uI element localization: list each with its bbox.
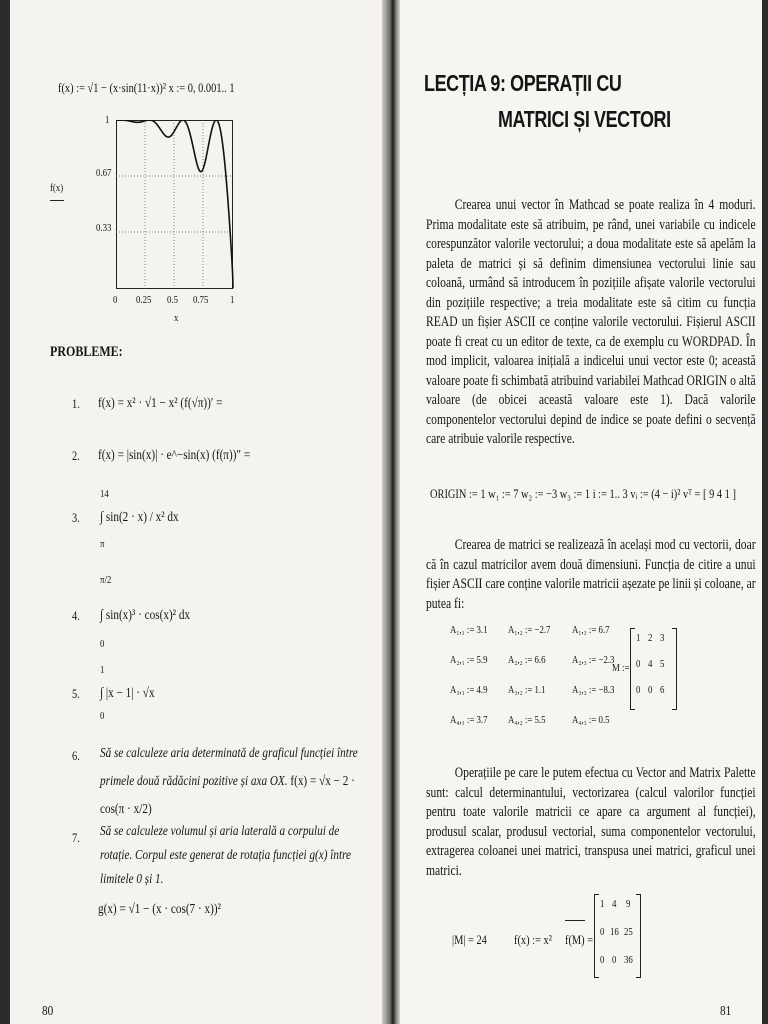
fm-cell: 1	[600, 898, 605, 910]
fm-cell: 9	[626, 898, 631, 910]
problem-4-formula: ∫ sin(x)³ · cos(x)² dx	[100, 608, 191, 623]
palette-paragraph-text: Operațiile pe care le putem efectua cu Vector and Matrix Palette sunt: calcul determinantului, vectorizarea (calcul valorilor funcției pentru toate valorile matricii ce apare ca argument al funcției), produsul scalar, produsul vectorial, suma componentelor vectorului, extragerea coloanei unei matrici, transpusa unei matrici, graficul unei matrici.	[426, 765, 756, 879]
problems-heading: PROBLEME:	[50, 344, 123, 360]
m-cell: 4	[648, 658, 653, 670]
m-cell: 2	[648, 632, 653, 644]
problem-3-number: 3.	[72, 510, 80, 525]
origin-line: ORIGIN := 1 w₁ := 7 w₂ := −3 w₃ := 1 i := 1.. 3 vᵢ := (4 − i)² vᵀ = [ 9 4 1 ]	[430, 486, 736, 501]
problem-7-number: 7.	[72, 830, 80, 845]
palette-paragraph	[426, 764, 756, 881]
fm-label: f(M) =	[565, 932, 594, 947]
problem-1-formula: f(x) = x² · √1 − x² (f(√π))′ =	[98, 396, 223, 411]
fm-right-bracket	[636, 894, 641, 978]
fm-left-bracket	[594, 894, 599, 978]
graph-ylabel: f(x)	[50, 182, 64, 194]
problem-5-number: 5.	[72, 686, 80, 701]
m-cell: 0	[636, 658, 641, 670]
fm-cell: 4	[612, 898, 617, 910]
m-cell: 1	[636, 632, 641, 644]
problem-7-text: Să se calculeze volumul și aria laterală a corpului de rotație. Corpul este generat de rotația funcției g(x) între limitele 0 și 1.	[100, 824, 352, 887]
fx-definition: f(x) := x²	[514, 932, 552, 947]
m-cell: 3	[660, 632, 665, 644]
x-tick-025: 0.25	[136, 294, 152, 306]
intro-paragraph: Crearea unui vector în Mathcad se poate realiza în 4 moduri. Prima modalitate este să atribuim, pe rând, unei variabile cu indicele corespunzător valorile vectorului; a doua modalitate este să apelăm la paleta de matrici și să definim dimensiunea vectorului linie sau coloană, urmând să introducem în pozițiile afișate valorile vectorului din pozițiile respective; a treia modalitate este să citim cu funcția READ un fișier ASCII ce conține valorile vectorului. Fișierul ASCII poate fi creat cu un editor de texte, ca de exemplu cu WORDPAD. În mod implicit, valoarea inițială a indicelui unui vector este 0; această valoare poate fi schimbată atribuind variabilei Mathcad ORIGIN o altă valoare (de obicei această valoare este 1). Dacă valorile componentelor vectorului depind de indice se poate defini o secvență care atribuie valorile respective.	[426, 197, 756, 447]
fm-cell: 36	[624, 954, 633, 966]
problem-5-formula: ∫ |x − 1| · √x	[100, 686, 155, 701]
problem-4-upper: π/2	[100, 574, 112, 586]
y-tick-1: 1	[105, 114, 110, 126]
x-tick-075: 0.75	[193, 294, 209, 306]
problem-5-upper: 1	[100, 664, 105, 676]
m-right-bracket	[672, 628, 677, 710]
m-left-bracket	[630, 628, 635, 710]
m-cell: 5	[660, 658, 665, 670]
function-curve	[116, 120, 233, 288]
problem-1-number: 1.	[72, 396, 80, 411]
problem-6-formula: f(x) = √x − 2 · cos(π · x/2)	[100, 774, 355, 817]
problem-6-number: 6.	[72, 748, 80, 763]
graph-xlabel: x	[174, 312, 179, 324]
y-tick-067: 0.67	[96, 167, 112, 179]
fm-cell: 0	[612, 954, 617, 966]
function-definition: f(x) := √1 − (x·sin(11·x))² x := 0, 0.001.. 1	[58, 80, 235, 95]
book-gutter	[382, 0, 400, 1024]
a11: A₁,₁ := 3.1	[450, 624, 488, 636]
problem-3-upper: 14	[100, 488, 109, 500]
page-number-right: 81	[720, 1004, 732, 1019]
a23: A₂,₃ := −2.3	[572, 654, 615, 666]
matrix-paragraph: Crearea de matrici se realizează în același mod cu vectorii, doar că în cazul matricilor avem două dimensiuni. Funcția de citire a unui fișier ASCII care conține valorile matricii așezate pe linii și coloane, ar putea fi:	[426, 537, 756, 612]
left-page	[10, 0, 382, 1024]
ylabel-underline	[50, 200, 64, 201]
m-cell: 0	[636, 684, 641, 696]
m-cell: 6	[660, 684, 665, 696]
fm-cell: 0	[600, 954, 605, 966]
problem-2-formula: f(x) = |sin(x)| · e^−sin(x) (f(π))″ =	[98, 448, 251, 463]
x-tick-0: 0	[113, 294, 118, 306]
a33: A₃,₃ := −8.3	[572, 684, 615, 696]
fm-cell: 0	[600, 926, 605, 938]
a42: A₄,₂ := 5.5	[508, 714, 546, 726]
fm-cell: 16	[610, 926, 619, 938]
problem-5-lower: 0	[100, 710, 105, 722]
function-graph	[50, 112, 260, 322]
y-tick-033: 0.33	[96, 222, 112, 234]
problem-3-lower: π	[100, 538, 105, 550]
g-formula: g(x) = √1 − (x · cos(7 · x))²	[98, 902, 221, 917]
a43: A₄,₃ := 0.5	[572, 714, 610, 726]
a12: A₁,₂ := −2.7	[508, 624, 551, 636]
a32: A₃,₂ := 1.1	[508, 684, 546, 696]
a21: A₂,₁ := 5.9	[450, 654, 488, 666]
x-tick-1: 1	[230, 294, 235, 306]
a22: A₂,₂ := 6.6	[508, 654, 546, 666]
fm-cell: 25	[624, 926, 633, 938]
problem-6-statement: Să se calculeze aria determinată de graficul funcției între primele două rădăcini pozitive și axa OX.	[100, 746, 358, 789]
plot-area	[116, 120, 234, 290]
problem-4-lower: 0	[100, 638, 105, 650]
vectorize-arrow	[565, 920, 585, 921]
problem-4-number: 4.	[72, 608, 80, 623]
x-tick-05: 0.5	[167, 294, 178, 306]
m-cell: 0	[648, 684, 653, 696]
problem-2-number: 2.	[72, 448, 80, 463]
page-number-left: 80	[42, 1004, 54, 1019]
m-label: M :=	[612, 662, 630, 674]
determinant-line: |M| = 24	[452, 932, 487, 947]
a31: A₃,₁ := 4.9	[450, 684, 488, 696]
a13: A₁,₃ := 6.7	[572, 624, 610, 636]
problem-6-text	[100, 740, 369, 824]
lesson-title-line2: MATRICI ȘI VECTORI	[498, 106, 671, 132]
a41: A₄,₁ := 3.7	[450, 714, 488, 726]
lesson-title-line1: LECȚIA 9: OPERAȚII CU	[424, 70, 622, 96]
problem-3-formula: ∫ sin(2 · x) / x² dx	[100, 510, 179, 525]
right-page	[400, 0, 762, 1024]
